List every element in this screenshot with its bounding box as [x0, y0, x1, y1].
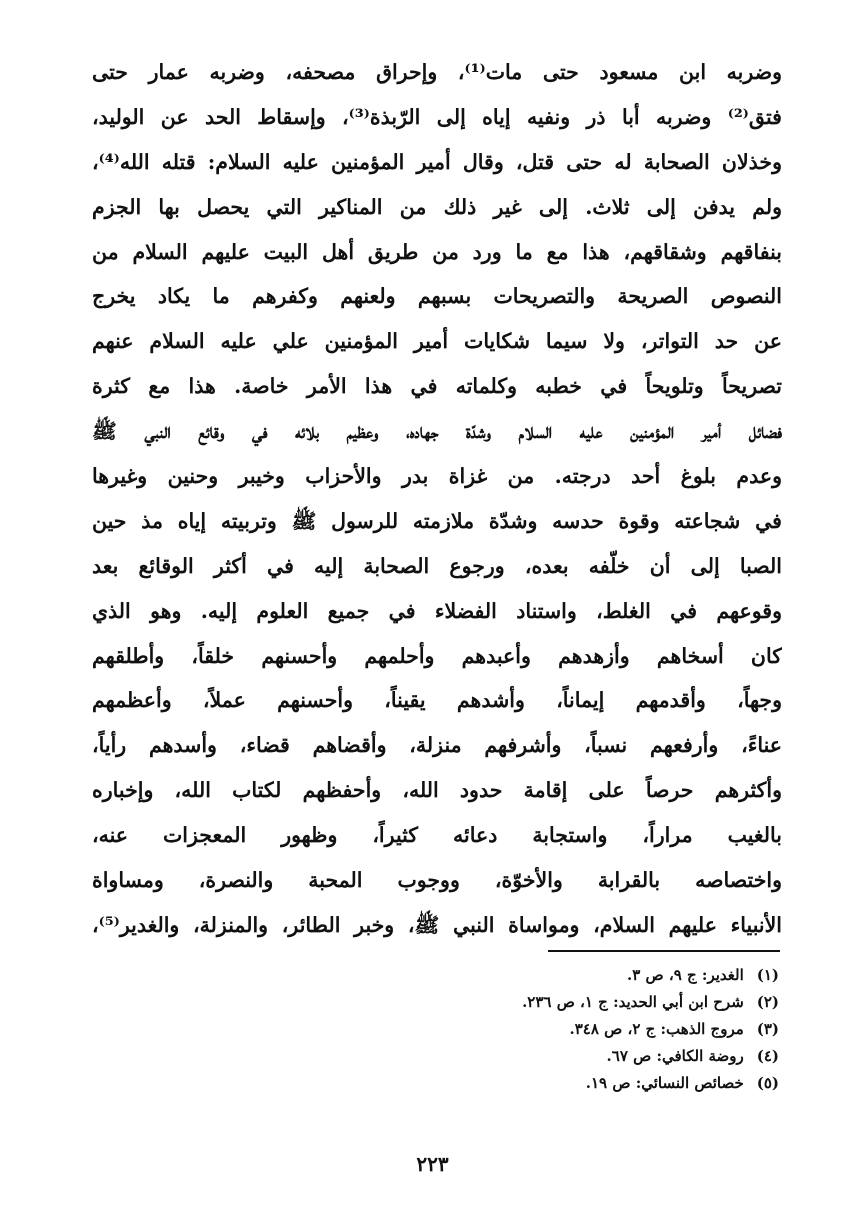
text-line: عن حد التواتر، ولا سيما شكايات أمير المؤمنين علي عليه السلام عنهم	[92, 329, 782, 354]
footnote-number: (٢)	[756, 993, 779, 1011]
footnote-item	[379, 962, 779, 989]
text-line: عناءً، وأرفعهم نسباً، وأشرفهم منزلة، وأقضاهم قضاء، وأسدهم رأياً،	[92, 733, 782, 758]
text-line: وضربه ابن مسعود حتى مات⁽¹⁾، وإحراق مصحفه، وضربه عمار حتى	[92, 60, 782, 84]
text-line: تصريحاً وتلويحاً في خطبه وكلماته في هذا الأمر خاصة. هذا مع كثرة	[92, 374, 782, 399]
text-line: وجهاً، وأقدمهم إيماناً، وأشدهم يقيناً، وأحسنهم عملاً، وأعظمهم	[92, 688, 782, 713]
footnote-item	[379, 1043, 779, 1070]
text-line: الصبا إلى أن خلّفه بعده، ورجوع الصحابة إليه في أكثر الوقائع بعد	[92, 553, 782, 578]
text-line: وأكثرهم حرصاً على إقامة حدود الله، وأحفظهم لكتاب الله، وإخباره	[92, 778, 782, 803]
footnote-number: (٤)	[756, 1047, 779, 1065]
footnote-text: مروج الذهب: ج ٢، ص ٣٤٨.	[569, 1020, 744, 1038]
footnote-item	[379, 1016, 779, 1043]
footnote-text: الغدير: ج ٩، ص ٣.	[627, 966, 744, 984]
footnote-number: (٥)	[756, 1074, 779, 1092]
text-line: بنفاقهم وشقاقهم، هذا مع ما ورد من طريق أهل البيت عليهم السلام من	[92, 239, 782, 264]
text-line: فضائل أمير المؤمنين عليه السلام وشدّة جهاده، وعظيم بلائه في وقائع النبي ﷺ	[92, 419, 782, 444]
footnote-separator	[548, 950, 780, 952]
footnotes	[379, 962, 779, 1097]
text-line: واختصاصه بالقرابة والأخوّة، ووجوب المحبة والنصرة، ومساواة	[92, 868, 782, 893]
footnote-number: (٣)	[756, 1020, 779, 1038]
main-text	[92, 50, 782, 948]
footnote-item	[379, 1070, 779, 1097]
page-number: ٢٢٣	[416, 1152, 449, 1176]
text-line: بالغيب مراراً، واستجابة دعائه كثيراً، وظهور المعجزات عنه،	[92, 823, 782, 848]
footnote-text: روضة الكافي: ص ٦٧.	[606, 1047, 744, 1065]
text-line: وخذلان الصحابة له حتى قتل، وقال أمير المؤمنين عليه السلام: قتله الله⁽⁴⁾،	[92, 149, 782, 174]
text-line: وعدم بلوغ أحد درجته. من غزاة بدر والأحزاب وخيبر وحنين وغيرها	[92, 464, 782, 489]
footnote-item	[379, 989, 779, 1016]
text-line: النصوص الصريحة والتصريحات بسبهم ولعنهم وكفرهم ما يكاد يخرج	[92, 284, 782, 309]
text-line: كان أسخاهم وأزهدهم وأعبدهم وأحلمهم وأحسنهم خلقاً، وأطلقهم	[92, 643, 782, 668]
footnote-text: خصائص النسائي: ص ١٩.	[585, 1074, 744, 1092]
text-line: ولم يدفن إلى ثلاث. إلى غير ذلك من المناكير التي يحصل بها الجزم	[92, 194, 782, 219]
text-line: وقوعهم في الغلط، واستناد الفضلاء في جميع العلوم إليه. وهو الذي	[92, 598, 782, 623]
footnote-text: شرح ابن أبي الحديد: ج ١، ص ٢٣٦.	[522, 993, 744, 1011]
text-line: في شجاعته وقوة حدسه وشدّة ملازمته للرسول ﷺ وتربيته إياه مذ حين	[92, 508, 782, 533]
footnote-number: (١)	[756, 966, 779, 984]
text-line: الأنبياء عليهم السلام، ومواساة النبي ﷺ، وخبر الطائر، والمنزلة، والغدير⁽⁵⁾،	[92, 912, 782, 937]
text-line: فتق⁽²⁾ وضربه أبا ذر ونفيه إياه إلى الرّبذة⁽³⁾، وإسقاط الحد عن الوليد،	[92, 104, 782, 129]
